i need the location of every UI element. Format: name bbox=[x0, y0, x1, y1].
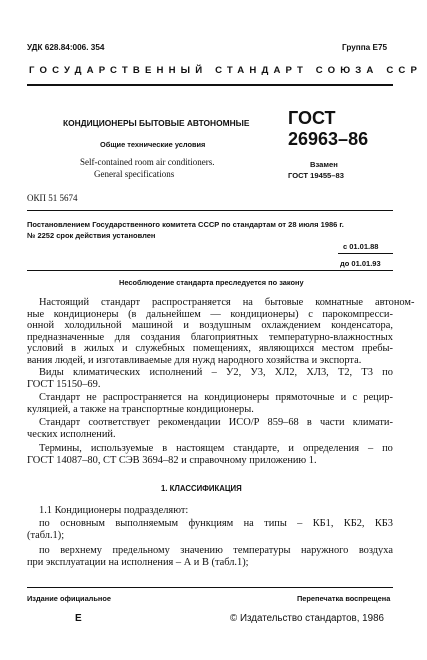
validity-from: с 01.01.88 bbox=[343, 242, 379, 251]
reprint-prohibited: Перепечатка воспрещена bbox=[297, 594, 391, 603]
clause-line: по основным выполняемым функциям на типы – КБ1, КБ2, КБ3 bbox=[39, 518, 393, 529]
iso-paragraph bbox=[27, 417, 393, 440]
okp-code: ОКП 51 5674 bbox=[27, 193, 78, 203]
decree-line2: № 2252 срок действия установлен bbox=[27, 231, 156, 240]
udk-code: УДК 628.84:006. 354 bbox=[27, 43, 105, 52]
climate-line: ГОСТ 15150–69. bbox=[27, 378, 101, 390]
clause-line: 1.1 Кондиционеры подразделяют: bbox=[39, 505, 189, 516]
decree-line1: Постановлением Государственного комитета СССР по стандартам от 28 июля 1986 г. bbox=[27, 220, 344, 229]
validity-to: до 01.01.93 bbox=[340, 259, 381, 268]
scope-exclusion-paragraph bbox=[27, 392, 393, 415]
law-notice: Несоблюдение стандарта преследуется по закону bbox=[119, 278, 304, 287]
group-code: Группа Е75 bbox=[342, 43, 388, 52]
intro-line: вания людей, и изготавливаемые для нужд народного хозяйства и экспорта. bbox=[27, 354, 362, 366]
clause-line: по верхнему предельному значению температуры наружного воздуха bbox=[39, 545, 393, 556]
iso-line: Стандарт соответствует рекомендации ИСО/Р 859–68 в части климати- bbox=[39, 417, 393, 428]
standard-title-en-line1: Self-contained room air conditioners. bbox=[80, 157, 215, 167]
scope-line: куляцией, а также на транспортные кондиционеры. bbox=[27, 403, 254, 415]
replaces-label: Взамен bbox=[310, 160, 338, 169]
terms-paragraph bbox=[27, 443, 393, 466]
intro-paragraph bbox=[27, 297, 415, 367]
decree-rule bbox=[27, 270, 393, 271]
iso-line: ческих исполнений. bbox=[27, 428, 116, 440]
clause-1-1 bbox=[27, 505, 393, 517]
banner-rule bbox=[27, 84, 393, 86]
scope-line: Стандарт не распространяется на кондиционеры прямоточные и с рецир- bbox=[39, 392, 393, 403]
climate-line: Виды климатических исполнений – У2, У3, ХЛ2, ХЛ3, Т2, Т3 по bbox=[39, 367, 393, 378]
standard-subtitle-ru: Общие технические условия bbox=[100, 140, 206, 149]
clause-line: при эксплуатации на исполнения – А и В (табл.1); bbox=[27, 556, 249, 568]
title-block-rule bbox=[27, 210, 393, 211]
state-standard-banner: ГОСУДАРСТВЕННЫЙ СТАНДАРТ СОЮЗА ССР bbox=[29, 65, 423, 76]
clause-types bbox=[27, 518, 393, 541]
standard-title-en-line2: General specifications bbox=[94, 169, 175, 179]
intro-line: онной холодильной машиной и воздушным охлаждением конденсатора, bbox=[27, 320, 393, 332]
edition-letter: Е bbox=[75, 613, 82, 624]
terms-line: ГОСТ 14087–80, СТ СЭВ 3694–82 и справочному приложению 1. bbox=[27, 454, 317, 466]
gost-number: 26963–86 bbox=[288, 129, 369, 149]
intro-line: условий в жилых и служебных помещениях, являющихся местом пребы- bbox=[27, 343, 393, 355]
intro-line: Настоящий стандарт распространяется на бытовые комнатные автоном- bbox=[39, 297, 415, 308]
standard-title-ru: КОНДИЦИОНЕРЫ БЫТОВЫЕ АВТОНОМНЫЕ bbox=[63, 118, 250, 128]
validity-from-rule bbox=[338, 253, 393, 254]
terms-line: Термины, используемые в настоящем стандарте, и определения – по bbox=[39, 443, 393, 454]
section-classification-heading: 1. КЛАССИФИКАЦИЯ bbox=[161, 484, 242, 493]
replaces-value: ГОСТ 19455–83 bbox=[288, 171, 344, 180]
footer-rule bbox=[27, 587, 393, 588]
intro-line: предназначенные для создания благоприятных температурно-влажностных bbox=[27, 331, 393, 343]
gost-label: ГОСТ bbox=[288, 108, 336, 128]
intro-line: ные кондиционеры (в дальнейшем — кондиционеры) с парокомпресси- bbox=[27, 308, 393, 320]
clause-versions bbox=[27, 545, 393, 568]
clause-line: (табл.1); bbox=[27, 529, 65, 541]
climate-paragraph bbox=[27, 367, 393, 390]
copyright: © Издательство стандартов, 1986 bbox=[230, 613, 384, 624]
official-edition: Издание официальное bbox=[27, 594, 112, 603]
